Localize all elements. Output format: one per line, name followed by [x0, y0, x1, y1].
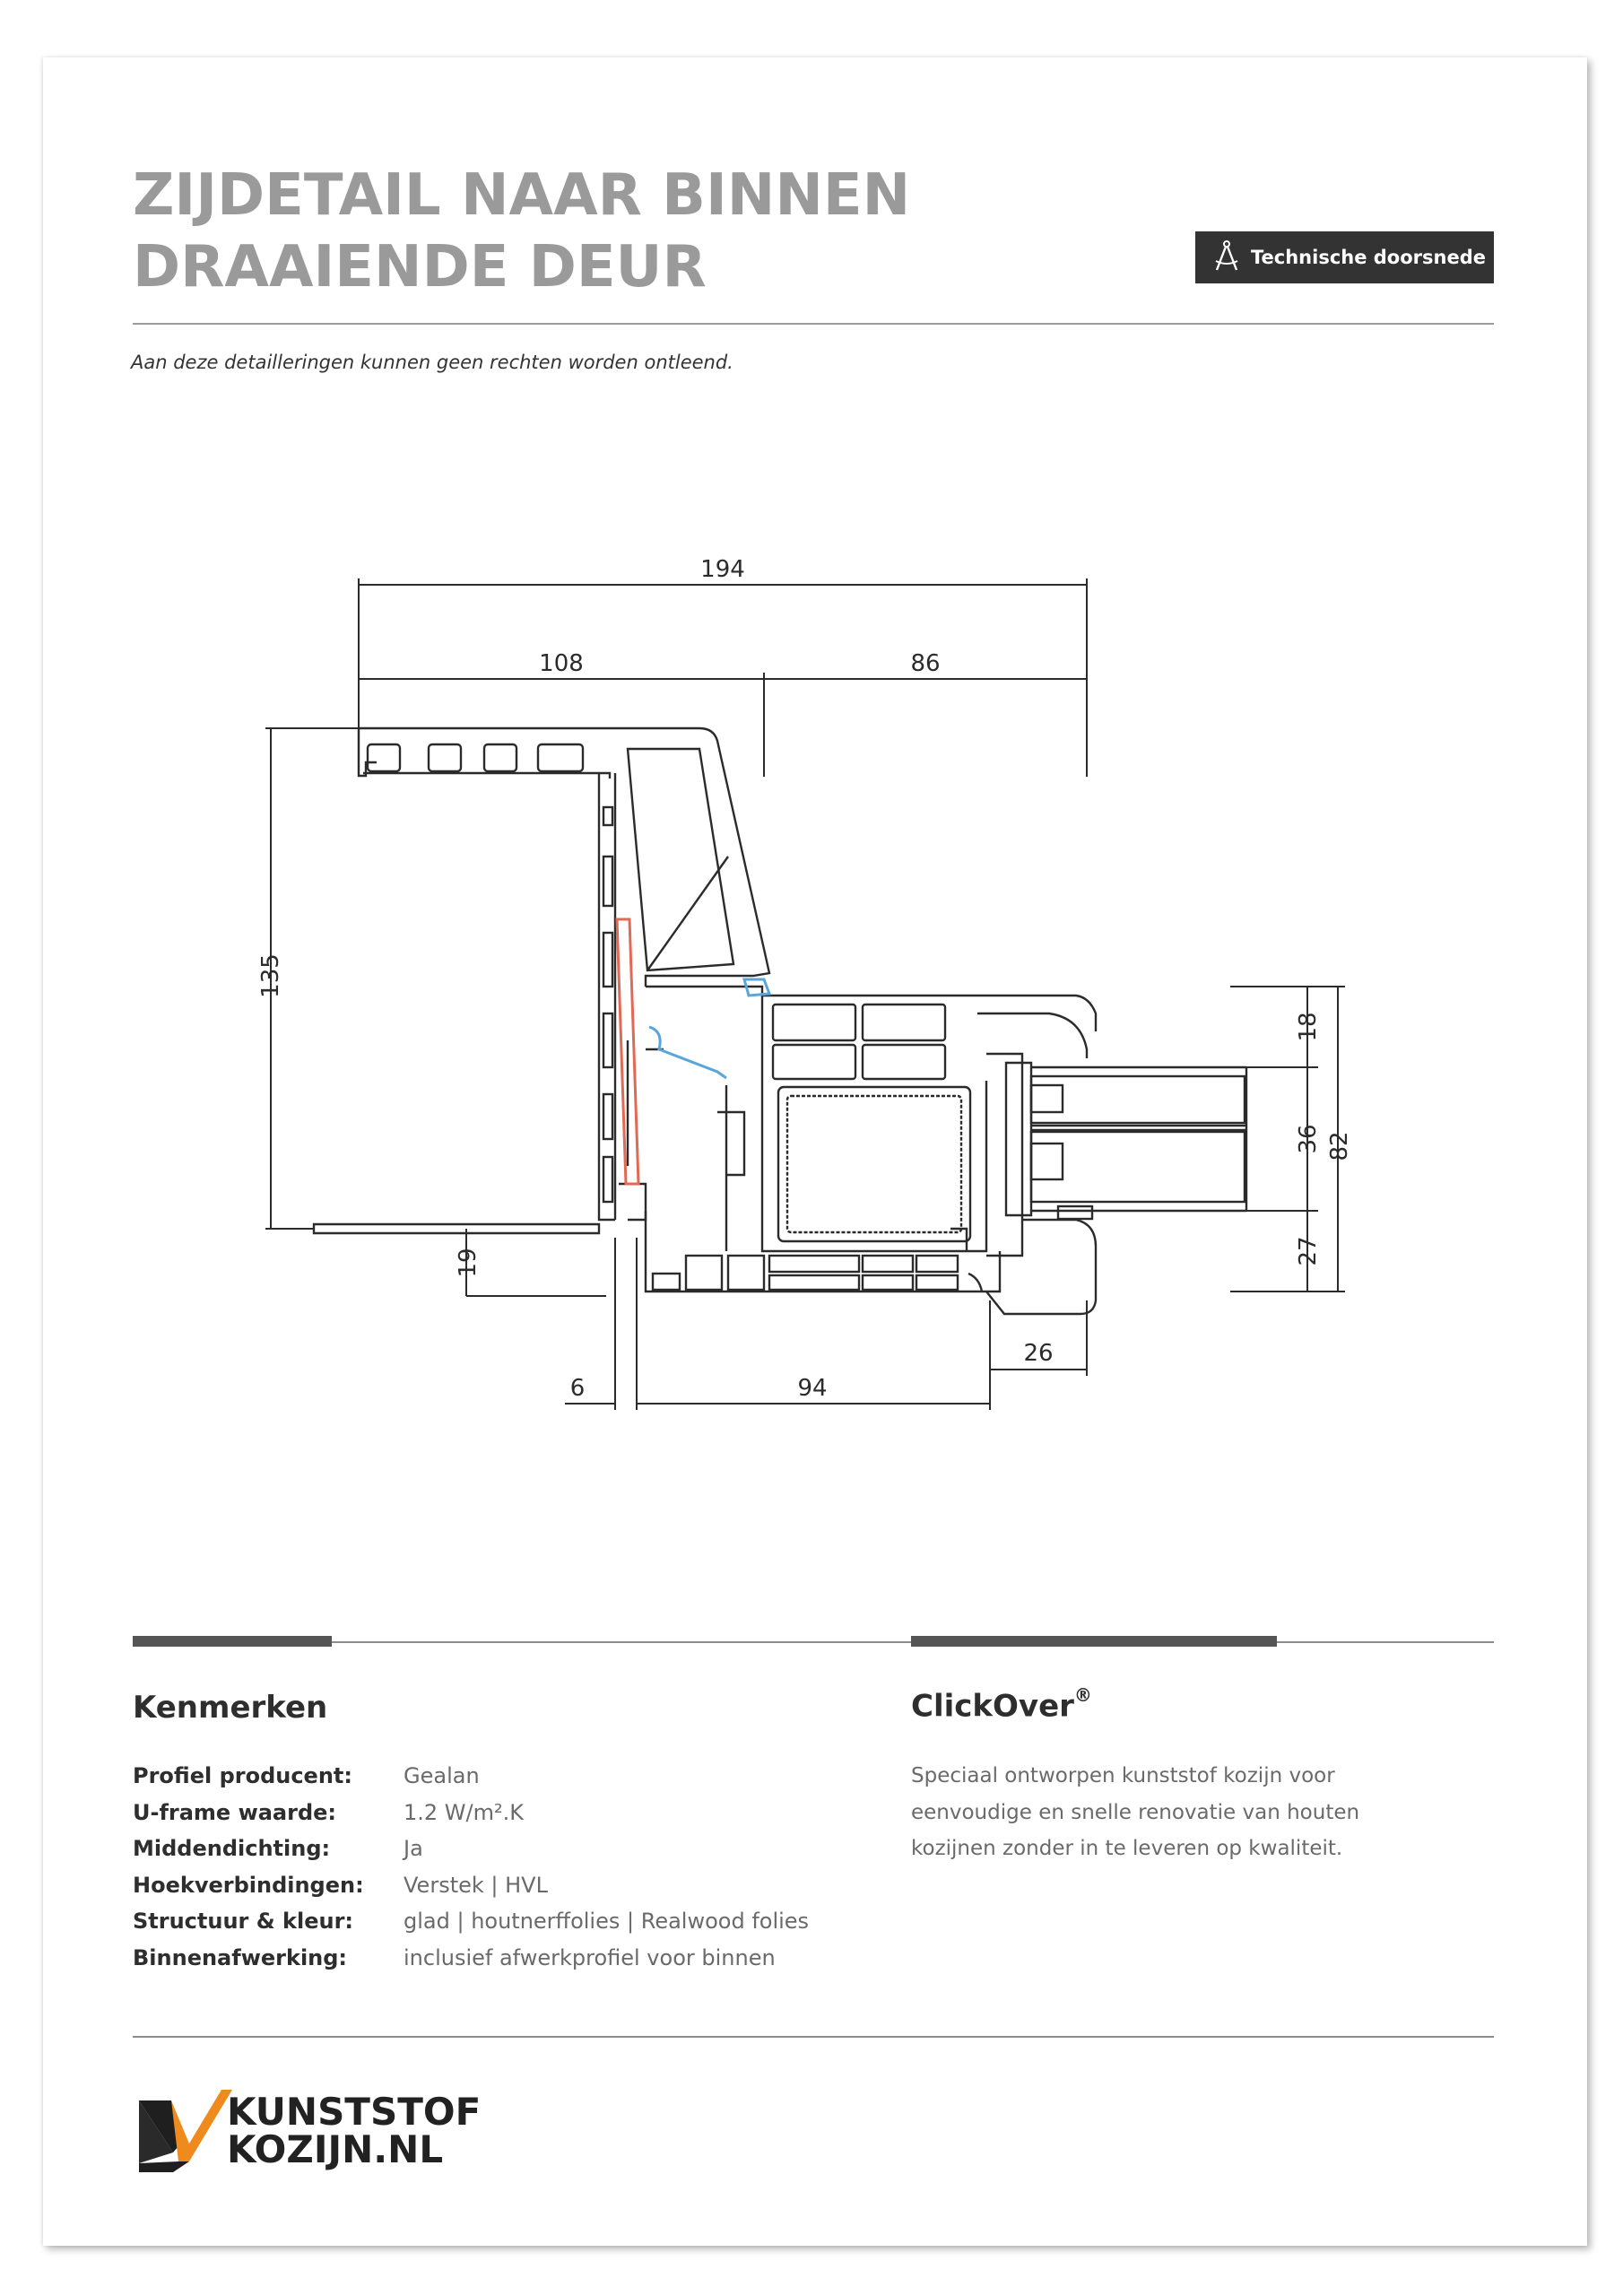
- spec-label: Middendichting:: [133, 1836, 331, 1861]
- spec-value: Ja: [404, 1836, 423, 1861]
- gasket-blue: [649, 1027, 726, 1078]
- profile-outline: [314, 728, 1246, 1314]
- footer-divider: [133, 2036, 1494, 2038]
- spec-label: Structuur & kleur:: [133, 1909, 354, 1934]
- dim-19: 19: [455, 1248, 482, 1278]
- spec-label: Hoekverbindingen:: [133, 1872, 364, 1898]
- spec-value: glad | houtnerffolies | Realwood folies: [404, 1909, 810, 1934]
- clickover-accent-bar: [911, 1636, 1277, 1647]
- dim-94: 94: [797, 1375, 828, 1402]
- disclaimer-text: Aan deze detailleringen kunnen geen rechten worden ontleend.: [131, 352, 733, 373]
- dimension-lines: [265, 578, 1345, 1410]
- dim-108: 108: [539, 650, 584, 677]
- dim-6: 6: [569, 1375, 586, 1402]
- logo-text: [227, 2090, 482, 2171]
- spec-label: Binnenafwerking:: [133, 1944, 348, 1970]
- kenmerken-heading: Kenmerken: [133, 1690, 328, 1726]
- dim-135: 135: [257, 953, 284, 998]
- logo-line-2: KOZIJN.NL: [227, 2127, 444, 2171]
- company-logo: [137, 2090, 496, 2175]
- kenmerken-accent-bar: [133, 1636, 332, 1647]
- spec-value: Gealan: [404, 1763, 480, 1788]
- logo-mark-icon: [137, 2090, 236, 2175]
- dim-194: 194: [700, 556, 745, 583]
- title-line-2: DRAAIENDE DEUR: [133, 234, 707, 300]
- registered-mark: ®: [1073, 1684, 1092, 1706]
- dim-18: 18: [1295, 1012, 1322, 1042]
- spec-value: Verstek | HVL: [404, 1872, 548, 1898]
- clickover-heading: [911, 1684, 1092, 1725]
- spec-label: U-frame waarde:: [133, 1799, 337, 1825]
- section-divider: [133, 1641, 1494, 1643]
- badge-label: Technische doorsnede: [1251, 247, 1486, 268]
- dim-86: 86: [910, 650, 941, 677]
- title-line-1: ZIJDETAIL NAAR BINNEN: [133, 162, 911, 229]
- clickover-description: Speciaal ontworpen kunststof kozijn voor eenvoudige en snelle renovatie van houten kozijnen zonder in te leveren op kwaliteit.: [911, 1764, 1360, 1860]
- logo-line-1: KUNSTSTOF: [227, 2090, 482, 2134]
- spec-label: Profiel producent:: [133, 1763, 352, 1788]
- spec-value: inclusief afwerkprofiel voor binnen: [404, 1944, 776, 1970]
- dim-27: 27: [1295, 1236, 1322, 1266]
- dim-36: 36: [1295, 1124, 1322, 1154]
- clickover-heading-text: ClickOver: [911, 1688, 1074, 1725]
- dim-82: 82: [1326, 1131, 1353, 1161]
- spec-value: 1.2 W/m².K: [404, 1799, 524, 1825]
- dim-26: 26: [1023, 1340, 1054, 1367]
